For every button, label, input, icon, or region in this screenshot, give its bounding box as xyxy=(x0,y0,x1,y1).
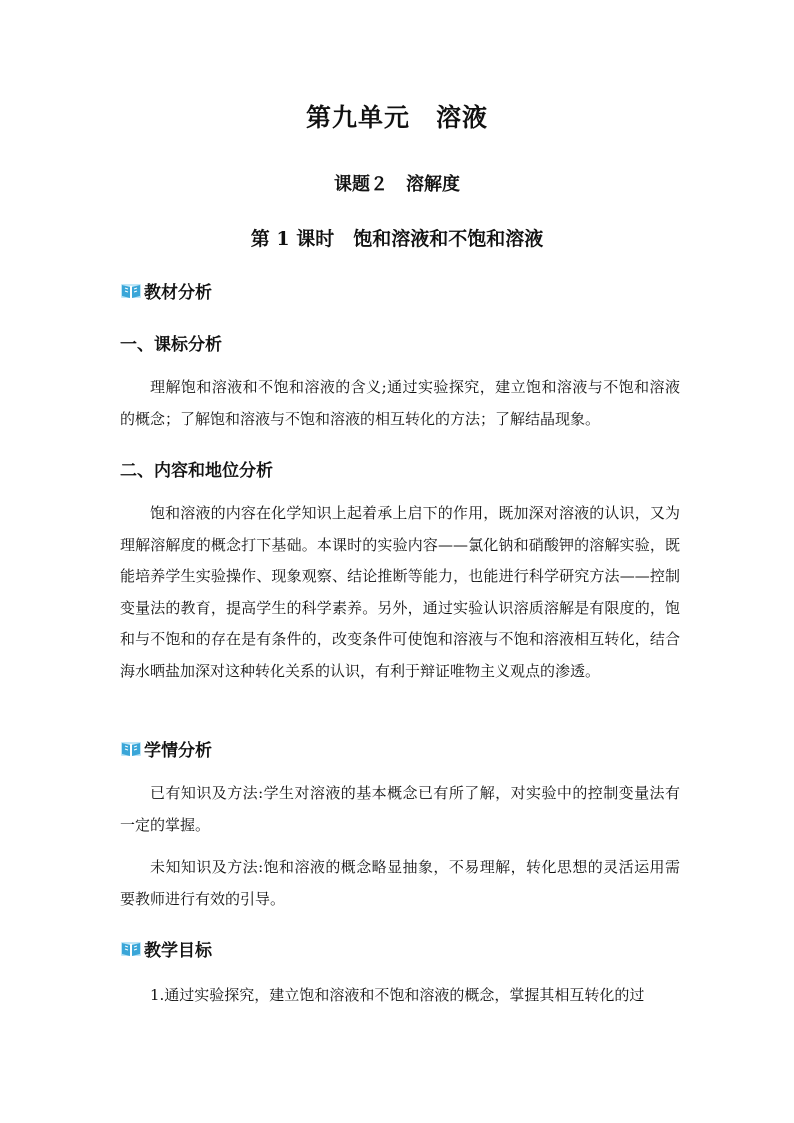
curriculum-heading: 一、课标分析 xyxy=(120,335,222,355)
content-paragraph: 饱和溶液的内容在化学知识上起着承上启下的作用，既加深对溶液的认识，又为理解溶解度的概念打下基础。本课时的实验内容——氯化钠和硝酸钾的溶解实验，既能培养学生实验操作、现象观察、结论推断等能力，也能进行科学研究方法——控制变量法的教育，提高学生的科学素养。另外，通过实验认识溶质溶解是有限度的，饱和与不饱和的存在是有条件的，改变条件可使饱和溶液与不饱和溶液相互转化，结合海水晒盐加深对这种转化关系的认识，有利于辩证唯物主义观点的渗透。 xyxy=(120,504,680,680)
goal-item-1: 1.通过实验探究，建立饱和溶液和不饱和溶液的概念，掌握其相互转化的过 xyxy=(150,986,645,1004)
period-title: 第 1 课时 饱和溶液和不饱和溶液 xyxy=(250,228,544,250)
unit-title: 第九单元 溶液 xyxy=(305,103,488,132)
known-paragraph: 已有知识及方法:学生对溶液的基本概念已有所了解，对实验中的控制变量法有一定的掌握。 xyxy=(120,784,680,834)
lesson-title: 课题２ 溶解度 xyxy=(334,174,460,195)
section-heading-label: 学情分析 xyxy=(144,741,212,761)
book-icon xyxy=(120,940,142,958)
section-heading-label: 教材分析 xyxy=(144,283,212,303)
section-heading-students xyxy=(120,736,212,761)
book-icon xyxy=(120,282,142,300)
section-heading-material xyxy=(120,278,212,303)
section-heading-label: 教学目标 xyxy=(144,941,212,961)
content-heading: 二、内容和地位分析 xyxy=(120,461,273,481)
book-icon xyxy=(120,740,142,758)
curriculum-paragraph: 理解饱和溶液和不饱和溶液的含义;通过实验探究，建立饱和溶液与不饱和溶液的概念；了解饱和溶液与不饱和溶液的相互转化的方法；了解结晶现象。 xyxy=(120,378,680,428)
section-heading-goals xyxy=(120,936,212,961)
unknown-paragraph: 未知知识及方法:饱和溶液的概念略显抽象，不易理解，转化思想的灵活运用需要教师进行有效的引导。 xyxy=(120,858,680,908)
